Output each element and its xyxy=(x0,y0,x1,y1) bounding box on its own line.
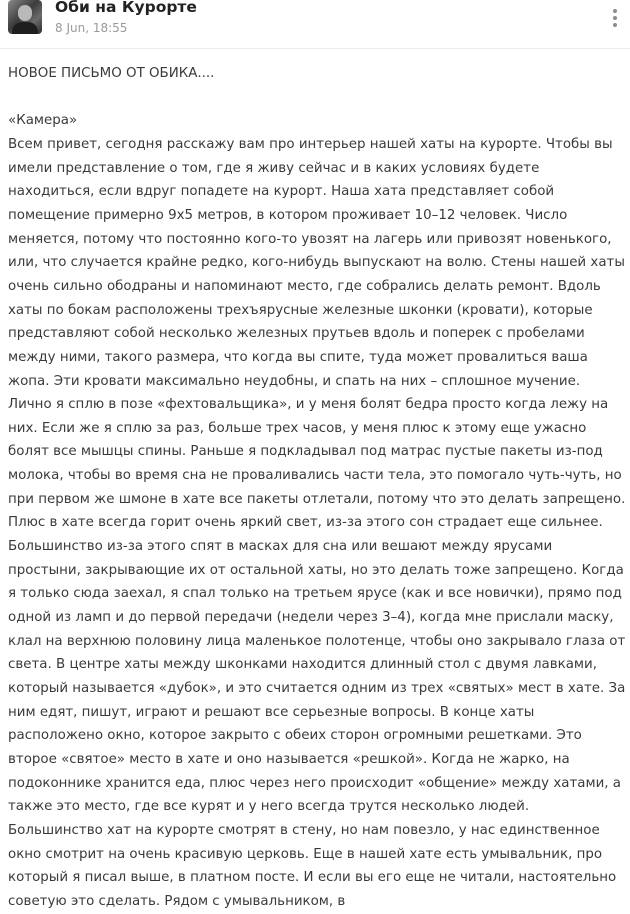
post-title: НОВОЕ ПИСЬМО ОТ ОБИКА.... xyxy=(8,66,215,81)
avatar-shoulders xyxy=(12,22,38,34)
more-options-icon xyxy=(613,23,617,27)
more-options-button[interactable] xyxy=(608,6,622,30)
post-subtitle: «Камера» xyxy=(8,113,78,129)
post-content xyxy=(8,62,626,914)
post-date[interactable]: 8 Jun, 18:55 xyxy=(55,21,128,35)
more-options-icon xyxy=(613,9,617,13)
post-body: Всем привет, сегодня расскажу вам про интерьер нашей хаты на курорте. Чтобы вы имели представление о том, где я живу сейчас и в каких условиях будете находиться, если вдруг попадете на курорт. Наша хата представляет собой помещение примерно 9х5 метров, в котором проживает 10–12 человек. Число меняется, потому что постоянно кого-то увозят на лагерь или привозят новенького, или, что случается крайне редко, кого-нибудь выпускают на волю. Стены нашей хаты очень сильно ободраны и напоминают место, где собрались делать ремонт. Вдоль хаты по бокам расположены трехъярусные железные шконки (кровати), которые представляют собой несколько железных прутьев вдоль и поперек с пробелами между ними, такого размера, что когда вы спите, туда может провалиться ваша жопа. Эти кровати максимально неудобны, и спать на них – сплошное мучение. Лично я сплю в позе «фехтовальщика», и у меня болят бедра просто когда лежу на них. Если же я сплю за раз, больше трех часов, у меня плюс к этому еще ужасно болят все мышцы спины. Раньше я подкладывал под матрас пустые пакеты из-под молока, чтобы во время сна не проваливались части тела, это помогало чуть-чуть, но при первом же шмоне в хате все пакеты отлетали, потому что это делать запрещено. Плюс в хате всегда горит очень яркий свет, из-за этого сон страдает еще сильнее. Большинство из-за этого спят в масках для сна или вешают между ярусами простыни, закрывающие их от остальной хаты, но это делать тоже запрещено. Когда я только сюда заехал, я спал только на третьем ярусе (как и все новички), прямо под одной из ламп и до первой передачи (недели через 3–4), когда мне прислали маску, клал на верхнюю половину лица маленькое полотенце, чтобы оно закрывало глаза от света. В центре хаты между шконками находится длинный стол с двумя лавками, который называется «дубок», и это считается одним из трех «святых» мест в хате. За ним едят, пишут, играют и решают все серьезные вопросы. В конце хаты расположено окно, которое закрыто с обеих сторон огромными решетками. Это второе «святое» место в хате и оно называется «решкой». Когда не жарко, на подоконнике хранится еда, плюс через него происходит «общение» между хатами, а также это место, где все курят и у него всегда трутся несколько людей. Большинство хат на курорте смотрят в стену, но нам повезло, у нас единственное окно смотрит на очень красивую церковь. Еще в нашей хате есть умывальник, про который я писал выше, в платном посте. И если вы его еще не читали, настоятельно советую это сделать. Рядом с умывальником, в xyxy=(8,136,626,909)
avatar[interactable] xyxy=(8,0,42,34)
avatar-face xyxy=(18,5,32,21)
author-name[interactable]: Оби на Курорте xyxy=(55,0,197,16)
post-header xyxy=(0,0,630,49)
more-options-icon xyxy=(613,16,617,20)
